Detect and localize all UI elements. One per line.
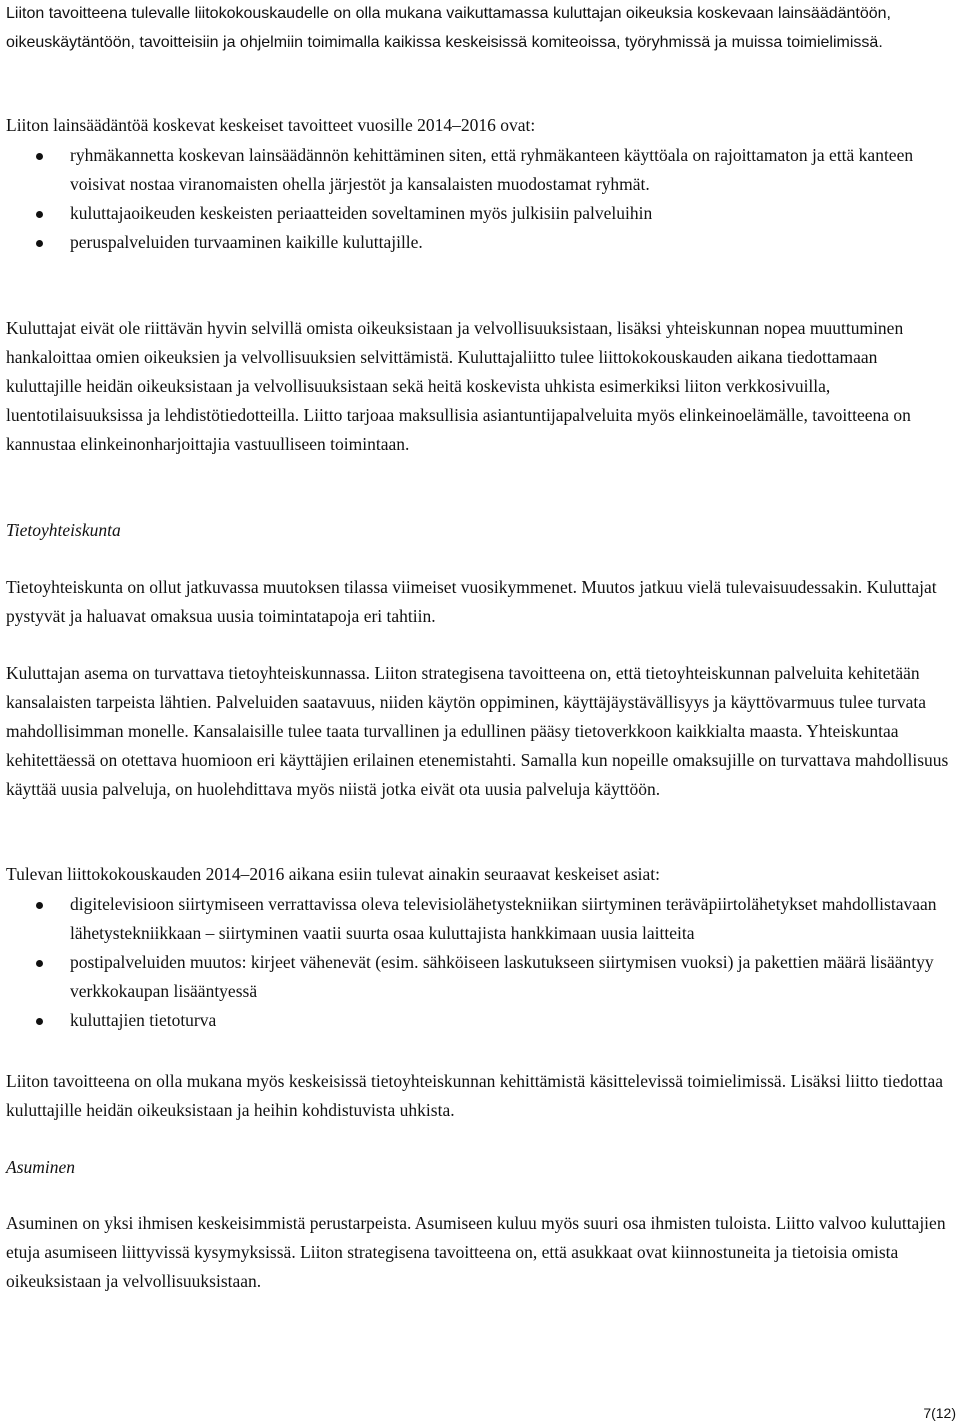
housing-paragraph: Asuminen on yksi ihmisen keskeisimmistä perustarpeista. Asumiseen kuluu myös suuri osa ihmisten tuloista. Liitto valvoo kuluttajien etuja asumiseen liittyvissä kysymyksissä. Liiton strategisena tavoitteena on, että asukkaat ovat kiinnostuneita ja tietoisia omista oikeuksistaan ja velvollisuuksistaan. — [6, 1213, 946, 1291]
list-item: kuluttajaoikeuden keskeisten periaatteiden soveltaminen myös julkisiin palveluihin — [6, 199, 950, 228]
info-society-paragraph-1: Tietoyhteiskunta on ollut jatkuvassa muutoksen tilassa viimeiset vuosikymmenet. Muutos jatkuu vielä tulevaisuudessakin. Kuluttajat pystyvät ja haluavat omaksua uusia toimintatapoja eri tahtiin. — [6, 577, 937, 626]
awareness-paragraph: Kuluttajat eivät ole riittävän hyvin selvillä omista oikeuksistaan ja velvollisuuksistaan, lisäksi yhteiskunnan nopea muuttuminen hankaloittaa omien oikeuksien ja velvollisuuksien selvittämistä. Kuluttajaliitto tulee liittokokouskauden aikana tiedottamaan kuluttajille heidän oikeuksistaan ja velvollisuuksistaan sekä heitä koskevista uhkista esimerkiksi liiton verkkosivuilla, luentotilaisuuksissa ja lehdistötiedotteilla. Liitto tarjoaa maksullisia asiantuntijapalveluita myös elinkeinoelämälle, tavoitteena on kannustaa elinkeinonharjoittajia vastuulliseen toimintaan. — [6, 318, 911, 454]
info-society-lead: Tulevan liittokokouskauden 2014–2016 aikana esiin tulevat ainakin seuraavat keskeiset asiat: — [6, 864, 660, 884]
section-heading-tietoyhteiskunta: Tietoyhteiskunta — [6, 520, 121, 540]
page-number: 7(12) — [923, 1405, 956, 1421]
section-heading-asuminen: Asuminen — [6, 1157, 76, 1177]
info-society-closing: Liiton tavoitteena on olla mukana myös keskeisissä tietoyhteiskunnan kehittämistä käsittelevissä toimielimissä. Lisäksi liitto tiedottaa kuluttajille heidän oikeuksistaan ja heihin kohdistuvista uhkista. — [6, 1071, 944, 1120]
list-item: ryhmäkannetta koskevan lainsäädännön kehittäminen siten, että ryhmäkanteen käyttöala on rajoittamaton ja että kanteen voisivat nostaa viranomaisten ohella järjestöt ja kansalaisten muodostamat ryhmät. — [6, 141, 950, 199]
goals-lead: Liiton lainsäädäntöä koskevat keskeiset tavoitteet vuosille 2014–2016 ovat: — [6, 115, 536, 135]
goals-list — [6, 141, 950, 257]
info-society-paragraph-2: Kuluttajan asema on turvattava tietoyhteiskunnassa. Liiton strategisena tavoitteena on, että tietoyhteiskunnan palveluita kehitetään kansalaisten tarpeista lähtien. Palveluiden saatavuus, niiden käytön oppiminen, käyttäjäystävällisyys ja käyttövarmuus tulee turvata mahdollisimman monelle. Kansalaisille tulee taata turvallinen ja edullinen pääsy tietoverkkoon kaikkialta maasta. Yhteiskuntaa kehitettäessä on otettava huomioon eri käyttäjien erilainen etenemistahti. Samalla kun nopeille omaksujille on turvattava mahdollisuus käyttää uusia palveluja, on huolehdittava myös niistä jotka eivät ota uusia palveluja käyttöön. — [6, 663, 949, 799]
list-item: kuluttajien tietoturva — [6, 1006, 950, 1035]
info-society-list — [6, 890, 950, 1035]
list-item: peruspalveluiden turvaaminen kaikille kuluttajille. — [6, 228, 950, 257]
intro-paragraph: Liiton tavoitteena tulevalle liitokokouskaudelle on olla mukana vaikuttamassa kuluttajan oikeuksia koskevaan lainsäädäntöön, oikeuskäytäntöön, tavoitteisiin ja ohjelmiin toimimalla kaikissa keskeisissä komiteoissa, työryhmissä ja muissa toimielimissä. — [6, 5, 891, 51]
list-item: postipalveluiden muutos: kirjeet vähenevät (esim. sähköiseen laskutukseen siirtymisen vuoksi) ja pakettien määrä lisääntyy verkkokaupan lisääntyessä — [6, 948, 950, 1006]
list-item: digitelevisioon siirtymiseen verrattavissa oleva televisiolähetystekniikan siirtyminen teräväpiirtolähetykset mahdollistavaan lähetystekniikkaan – siirtyminen vaatii suurta osaa kuluttajista hankkimaan uusia laitteita — [6, 890, 950, 948]
